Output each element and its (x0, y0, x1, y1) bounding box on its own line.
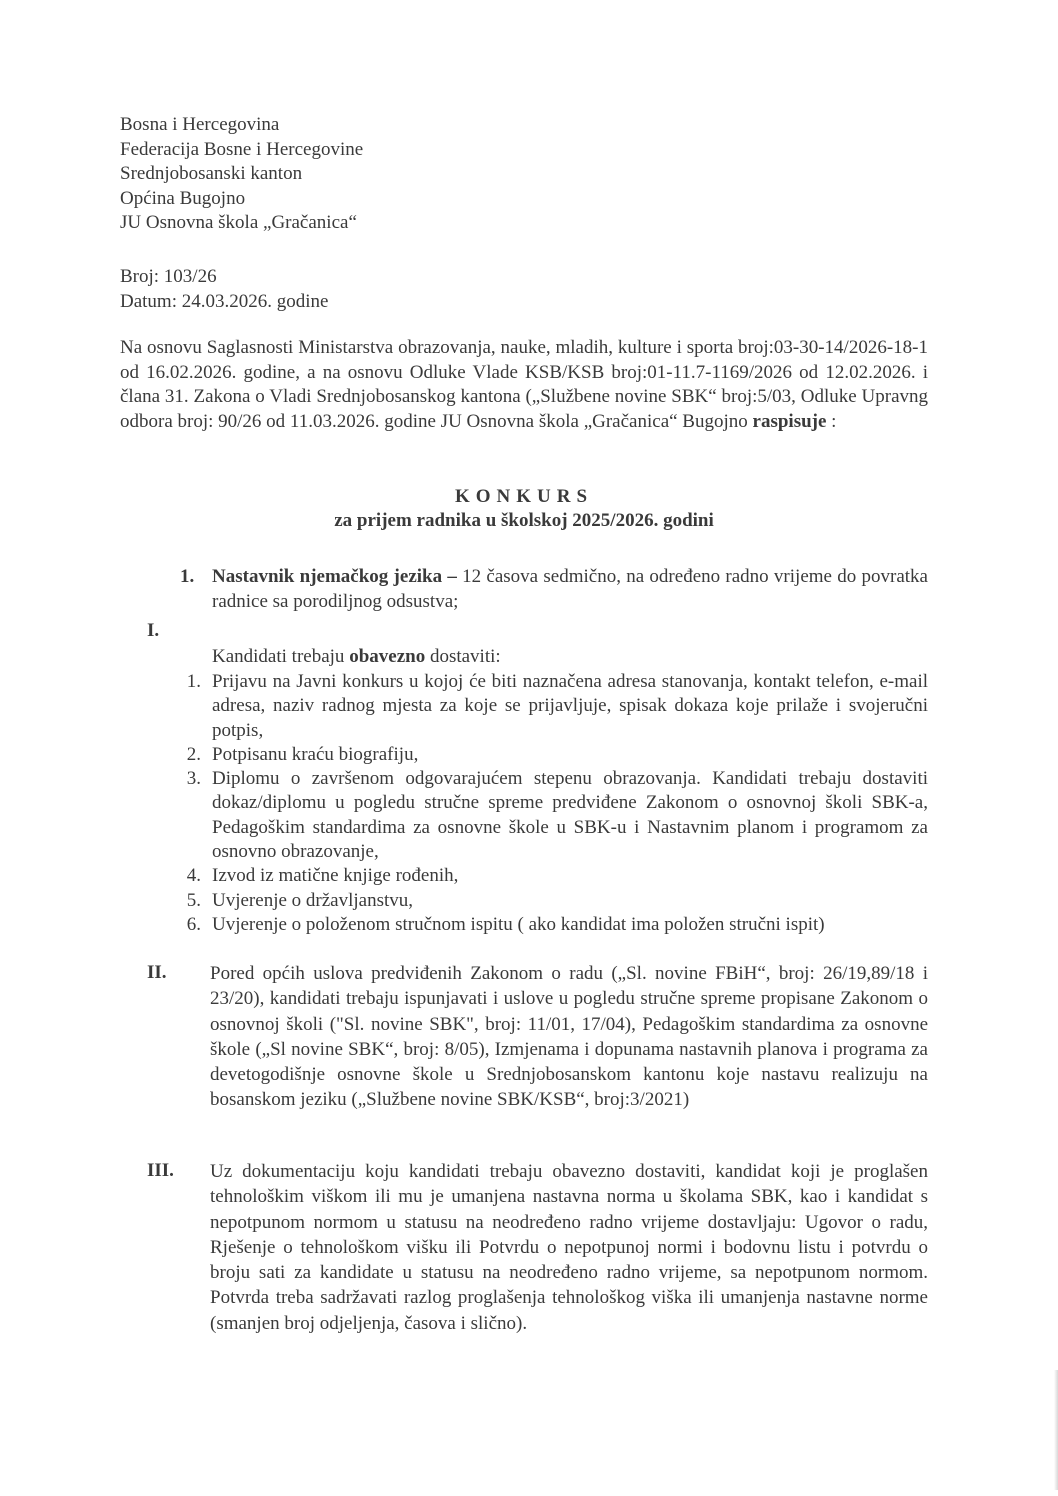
header-line-school: JU Osnovna škola „Gračanica“ (120, 212, 357, 233)
list-item (175, 864, 928, 888)
list-item-number: 6. (186, 913, 201, 935)
intro-suffix: : (826, 410, 837, 432)
list-item-text: Izvod iz matične knjige rođenih, (212, 865, 459, 887)
list-item-text: Prijavu na Javni konkurs u kojoj će biti naznačena adresa stanovanja, kontakt telefon, e-mail adresa, naziv radnog mjesta za koje se prijavljuje, spisak dokaza koje prilaže i svojeručni potpis, (212, 671, 928, 741)
section-two-numeral: II. (147, 962, 167, 983)
reference-date: Datum: 24.03.2026. godine (120, 291, 329, 312)
list-item-text: Uvjerenje o državljanstvu, (212, 889, 414, 911)
list-item-number: 3. (186, 768, 201, 790)
reference-number: Broj: 103/26 (120, 266, 217, 287)
list-item-number: 4. (186, 865, 201, 887)
list-item (175, 889, 928, 913)
list-item-number: 1. (186, 671, 201, 692)
header-line-canton: Srednjobosanski kanton (120, 163, 303, 184)
document-reference (120, 264, 328, 314)
list-item-number: 2. (186, 743, 201, 765)
list-item (175, 743, 928, 767)
intro-text: Na osnovu Saglasnosti Ministarstva obrazovanja, nauke, mladih, kulture i sporta broj:03-30-14/2026-18-1 od 16.02.2026. godine, a na osnovu Odluke Vlade KSB/KSB broj:01-11.7-1169/2026 od 12.02.2026. i člana 31. Zakona o Vladi Srednjobosanskog kantona („Službene novine SBK“ broj:5/03, Odluke Upravng odbora broj: 90/26 od 11.03.2026. godine JU Osnovna škola „Gračanica“ Bugojno (120, 337, 928, 432)
section-two-text: Pored općih uslova predviđenih Zakonom o radu („Sl. novine FBiH“, broj: 26/19,89/18 i 23/20), kandidati trebaju ispunjavati i uslove u pogledu stručne spreme propisane Zakonom o osnovnoj školi ("Sl. novine SBK", broj: 11/01, 17/04), Pedagoškim standardima za osnovne škole („Sl novine SBK“, broj: 8/05), Izmjenama i dopunama nastavnih planova i programa za devetogodišnje osnovne škole u Srednjobosanskom kantonu koje nastavu realizuju na bosanskom jeziku („Službene novine SBK/KSB“, broj:3/2021) (210, 963, 928, 1111)
intro-action: raspisuje (752, 410, 827, 432)
list-item (175, 913, 928, 937)
section-three-text: Uz dokumentaciju koju kandidati trebaju obavezno dostaviti, kandidat koji je proglašen tehnološkim viškom ili mu je umanjena nastavna norma u školama SBK, kao i kandidat s nepotpunom normom u statusu na neodređeno radno vrijeme dostavljaju: Ugovor o radu, Rješenje o tehnološkom višku ili Potvrdu o nepotpunoj normi i bodovnu listu i potvrdu o broju sati za kandidate u statusu na neodređeno radno vrijeme, sa nepotpunom normom. Potvrda treba sadržavati razlog proglašenja tehnološkog viška ili umanjenja nastavne norme (smanjen broj odjeljenja, časova i slično). (210, 1161, 928, 1334)
header-line-federation: Federacija Bosne i Hercegovine (120, 138, 364, 160)
position-details: 12 časova sedmično, na određeno radno vrijeme do povratka radnice sa porodiljnog odsustva; (212, 566, 928, 612)
position-name: Nastavnik njemačkog jezika – (212, 566, 457, 587)
header-line-country: Bosna i Hercegovina (120, 114, 280, 135)
list-item (175, 670, 928, 743)
institution-header (120, 113, 363, 236)
list-item-text: Potpisanu kraću biografiju, (212, 743, 419, 765)
requirements-intro-prefix: Kandidati trebaju (212, 646, 350, 667)
document-title (120, 485, 928, 533)
title-sub: za prijem radnika u školskoj 2025/2026. godini (334, 510, 714, 531)
position-description (212, 564, 928, 614)
position-number: 1. (180, 566, 195, 587)
intro-paragraph (120, 336, 928, 434)
required-documents-list (175, 670, 928, 937)
requirements-intro-suffix: dostaviti: (425, 646, 501, 667)
section-one-numeral: I. (147, 620, 160, 641)
position-item (180, 564, 928, 614)
section-three-numeral: III. (147, 1160, 174, 1181)
list-item-text: Diplomu o završenom odgovarajućem stepenu obrazovanja. Kandidati trebaju dostaviti dokaz/diplomu u pogledu stručne spreme predviđene Zakonom o osnovnoj školi SBK-a, Pedagoškim standardima za osnovne škole u SBK-u i Nastavnim planom i programom za osnovno obrazovanje, (212, 768, 928, 863)
requirements-intro-bold: obavezno (349, 646, 426, 667)
scan-edge-shadow (1054, 1370, 1058, 1490)
list-item (175, 767, 928, 864)
requirements-intro (212, 646, 501, 668)
title-main: KONKURS (454, 486, 594, 507)
header-line-municipality: Općina Bugojno (120, 187, 246, 209)
list-item-number: 5. (186, 889, 201, 911)
list-item-text: Uvjerenje o položenom stručnom ispitu ( ako kandidat ima položen stručni ispit) (212, 913, 825, 935)
